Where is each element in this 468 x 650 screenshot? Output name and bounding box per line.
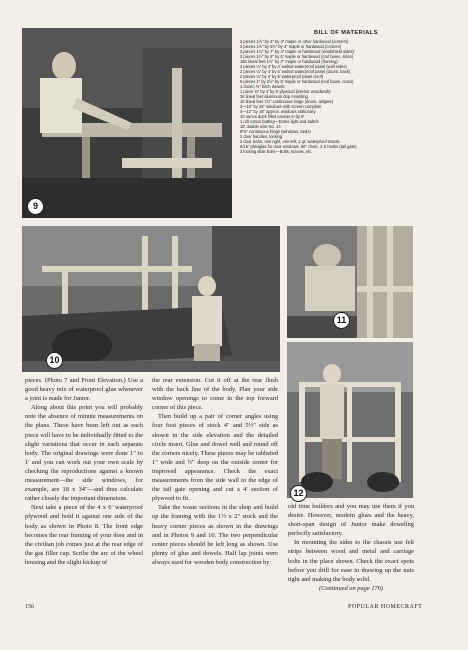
bom-line: 180 lineal feet 1½" by 2" maple or hardwood (framing) [240,59,338,64]
page-number: 156 [25,604,34,610]
text-column-right [288,502,414,600]
body-paragraph: Take the waste sections in the shop and build up the framing with the 1½ x 2" stock and the heavy corner pieces as shown in the drawings and in Photos 9 and 10. The two perpendicular center pieces should be left long as shown. Use plenty of glue and dowels. Half lap joints were always used for wooden body construction by [152,504,278,566]
bom-line: 2 door handles, locking [240,134,283,139]
bom-title: BILL OF MATERIALS [314,30,378,36]
bom-line: 5 pieces 1" by 2½" by 5' maple or hardwood (roof bows, cross) [240,79,354,84]
photo-10-image [22,226,280,372]
bom-line: 2 pieces 1½" by 5½" by 4" maple or hardwood (corners) [240,44,342,49]
bom-line: 2 pieces 1½" by 7" by 4" maple or hardwood (windshield sides) [240,49,355,54]
bill-of-materials [240,30,452,220]
figure-12-label: 12 [290,485,307,502]
magazine-name: POPULAR HOMECRAFT [348,604,423,610]
photo-11 [287,226,413,338]
text-column-left [25,376,143,602]
photo-10 [22,226,280,372]
figure-10-label: 10 [46,352,63,369]
figure-11-label: 11 [333,312,350,329]
body-paragraph: In mounting the sides to the chassis use felt strips between wood and metal and carriage bolts in the place shown. Check the exact spots before you drill for ease in drawing up the nuts tight and making the body solid. [288,539,414,583]
bom-line: 1 piece ⅜" by 4' by 8' plywood (interior woodwork) [240,89,331,94]
bom-line: 2 pieces ¼" by 4' by 5' waterproof panel (roof) [240,74,324,79]
bom-line: 36 lineal feet aluminum drip moulding [240,94,308,99]
body-paragraph: the rear extension. Cut it off at the rear flush with the back line of the body. Plan your side window openings to come in the top forward corner of this piece. [152,377,278,412]
figure-9-label: 9 [27,198,44,215]
bom-line: 1 roll cotton batting—Dome light and switch [240,119,319,124]
bom-line: 3 locking slide bolts—Bolts, screws, etc. [240,149,313,154]
photo-9-image [22,28,232,218]
photo-12 [287,342,413,498]
bom-line: 10 ounce duck filled canvas 6' by 9' [240,114,305,119]
body-paragraph: Then build up a pair of corner angles using four foot pieces of stock 4" and 5½" side as shown in the side elevation and the detailed circle insert. Glue and dowel well and round off the corners nicely. These pieces may be rabbeted 1" wide and ½" deep on the outside center for improved appearance. Check the exact measurements from the side wall to the edge of the tail gate opening and cut a 4' section of plywood to fit. [152,413,278,503]
bom-line: 2 pieces ¼" by 4' by 5' walnut waterproof panel (doors, back) [240,69,351,74]
photo-9 [22,28,232,218]
bom-line: 1 dozen ⅜" birch dowels [240,84,285,89]
text-column-middle [152,376,278,602]
bom-line: 2 pieces 1½" by 8" by 5' maple or hardwood (roof bows, sides) [240,54,354,59]
body-paragraph: Next take a piece of the 4 x 6' waterproof plywood and hold it against one side of the body as shown in Photo 8. The front edge becomes the rear framing of your door and in the civilian job comes just at the rear edge of the gas filler cap. Scribe the arc of the wheel housing and the slight kickup of [25,504,143,566]
bom-line: 5/16" plexiglas for door windows, 60" chain, 4 S hooks (tail gate) [240,144,357,149]
bom-line: 18' double wire No. 14 [240,124,281,129]
bom-line: 4—12" by 18" approx. windows stationary [240,109,316,114]
body-paragraph: old time builders and you may use them if you desire. However, modern glues and the heavy, short-span design of Junior make doweling perfectly satisfactory. [288,503,414,538]
photo-11-image [287,226,413,338]
bom-line: 2—18" by 24" windows with screen complete [240,104,322,109]
body-paragraph: pieces. (Photo 7 and Front Elevation.) Use a good heavy mix of waterproof glue whenever a joint is made for Junior. [25,377,143,403]
bom-line: 8'⅜" continuous hinge (windows, beds) [240,129,311,134]
bom-list [240,39,452,154]
continued-note: (Continued on page 176) [318,584,384,592]
bom-line: 2 pieces 1½" by 4" by 4" maple or other hardwood (corners) [240,39,349,44]
bom-line: 2 pieces ¼" by 4' by 4' walnut waterproof panel (wall sides) [240,64,347,69]
bom-line: 2 door locks, one right, one left, 1 qt. waterproof mastic [240,139,340,144]
bom-line: 10 lineal feet 1½" continuous hinge (doors, tailgate) [240,99,334,104]
body-paragraph: Along about this point you will probably note the absence of minute measurements on the plans. These have been left out as each piece will have to be individually fitted to the slight variations that occur in each separate body. The original drawings were done 1" to 1' and you can work out your own scale by checking the reproductions against a known measurement—the side windows, for example, are 18 x 34"—and thus calculate rather closely the important dimensions. [25,404,143,503]
photo-12-image [287,342,413,498]
